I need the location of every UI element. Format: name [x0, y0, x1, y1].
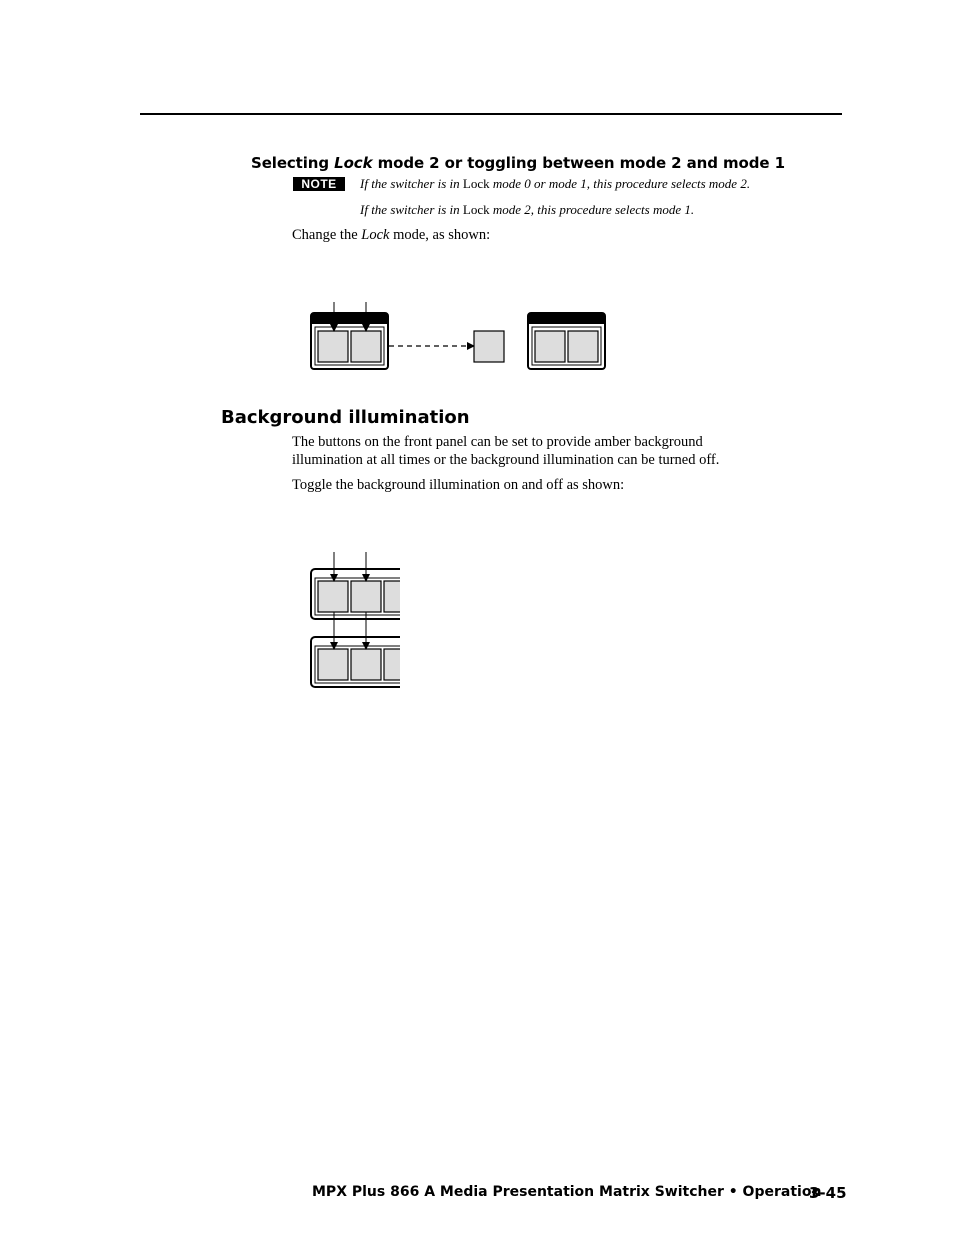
page-number: 3-45 [809, 1184, 847, 1202]
illum-button-6 [384, 649, 414, 680]
background-para-line-1: The buttons on the front panel can be set to provide amber background [292, 434, 703, 450]
note-badge: NOTE [293, 177, 345, 191]
illum-button-4 [318, 649, 348, 680]
note-line-1: If the switcher is in Lock mode 0 or mode 1, this procedure selects mode 2. [360, 176, 751, 191]
section-heading: Selecting Lock mode 2 or toggling between mode 2 and mode 1 [251, 154, 785, 172]
lock-instruction: Change the Lock mode, as shown: [292, 227, 491, 243]
background-para-line-2: illumination at all times or the background illumination can be turned off. [292, 452, 720, 468]
illum-button-5 [351, 649, 381, 680]
illum-button-2 [351, 581, 381, 612]
illum-button-1 [318, 581, 348, 612]
background-instruction: Toggle the background illumination on and off as shown: [292, 477, 625, 493]
note-line-2: If the switcher is in Lock mode 2, this procedure selects mode 1. [360, 202, 695, 217]
footer-title: MPX Plus 866 A Media Presentation Matrix Switcher • Operation [312, 1184, 822, 1200]
illum-button-3 [384, 581, 414, 612]
background-heading: Background illumination [221, 407, 470, 428]
